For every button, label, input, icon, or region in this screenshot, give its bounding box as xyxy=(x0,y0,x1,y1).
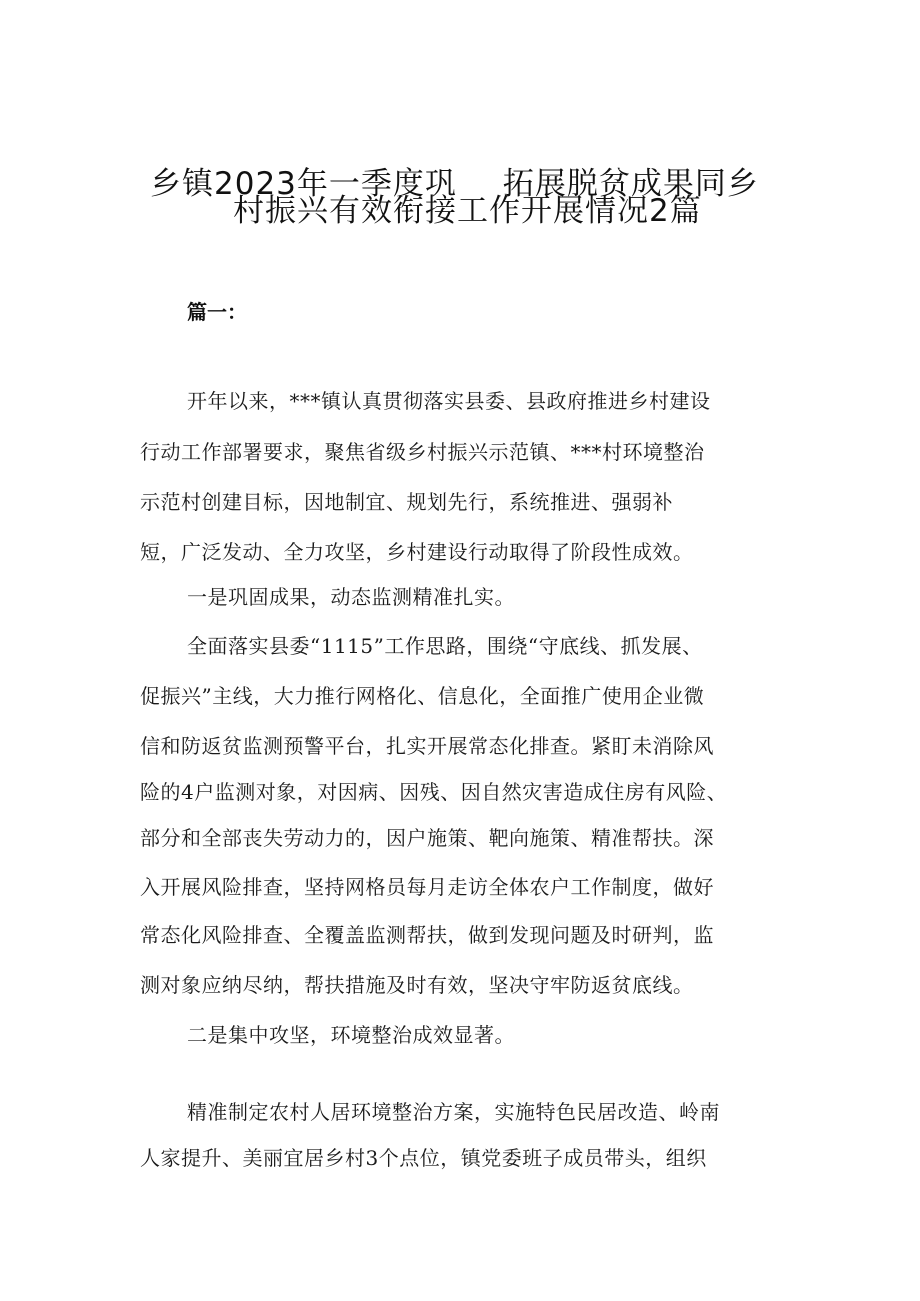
body-line: 一是巩固成果，动态监测精准扎实。 xyxy=(187,585,515,609)
body-line: 险的4户监测对象，对因病、因残、因自然灾害造成住房有风险、 xyxy=(140,780,728,804)
body-line: 部分和全部丧失劳动力的，因户施策、靶向施策、精准帮扶。深 xyxy=(140,826,714,850)
body-line: 开年以来，***镇认真贯彻落实县委、县政府推进乡村建设 xyxy=(187,389,711,413)
body-line: 精准制定农村人居环境整治方案，实施特色民居改造、岭南 xyxy=(187,1100,720,1124)
body-line: 行动工作部署要求，聚焦省级乡村振兴示范镇、***村环境整治 xyxy=(140,440,705,464)
body-line: 入开展风险排查，坚持网格员每月走访全体农户工作制度，做好 xyxy=(140,875,714,899)
body-line: 促振兴”主线，大力推行网格化、信息化，全面推广使用企业微 xyxy=(140,684,705,708)
body-line: 全面落实县委“1115”工作思路，围绕“守底线、抓发展、 xyxy=(187,634,703,658)
document-title-line-2: 村振兴有效衔接工作开展情况2篇 xyxy=(233,193,702,229)
section-heading: 篇一： xyxy=(187,300,247,324)
body-line: 常态化风险排查、全覆盖监测帮扶，做到发现问题及时研判，监 xyxy=(140,923,714,947)
body-line: 二是集中攻坚，环境整治成效显著。 xyxy=(187,1023,515,1047)
body-line: 测对象应纳尽纳，帮扶措施及时有效，坚决守牢防返贫底线。 xyxy=(140,973,694,997)
body-line: 短，广泛发动、全力攻坚，乡村建设行动取得了阶段性成效。 xyxy=(140,540,694,564)
body-line: 示范村创建目标，因地制宜、规划先行，系统推进、强弱补 xyxy=(140,490,673,514)
title-line-1-part-2: 拓展脱贫成果同乡 xyxy=(502,166,759,202)
body-line: 信和防返贫监测预警平台，扎实开展常态化排查。紧盯未消除风 xyxy=(140,734,714,758)
title-line-1-part-1: 乡镇2023年一季度巩 xyxy=(150,166,457,202)
body-line: 人家提升、美丽宜居乡村3个点位，镇党委班子成员带头，组织 xyxy=(140,1146,707,1170)
